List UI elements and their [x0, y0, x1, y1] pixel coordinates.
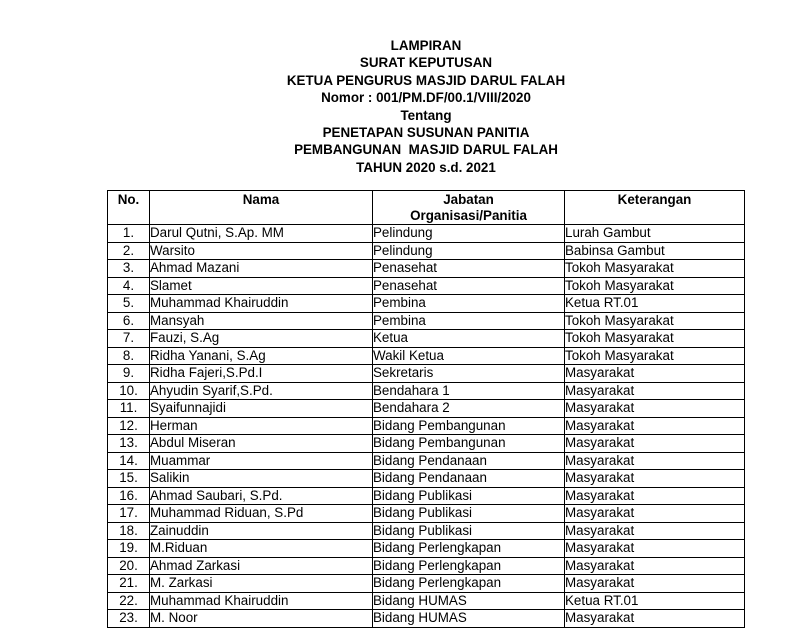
- cell-position: Sekretaris: [373, 365, 565, 383]
- cell-position: Penasehat: [373, 277, 565, 295]
- cell-position: Pembina: [373, 295, 565, 313]
- cell-position: Wakil Ketua: [373, 347, 565, 365]
- cell-no: 6.: [108, 312, 150, 330]
- cell-name: Muammar: [150, 452, 373, 470]
- table-row: [108, 382, 745, 400]
- header-issuer: KETUA PENGURUS MASJID DARUL FALAH: [286, 72, 566, 88]
- cell-name: Warsito: [150, 242, 373, 260]
- cell-position: Bidang Publikasi: [373, 505, 565, 523]
- cell-no: 2.: [108, 242, 150, 260]
- cell-no: 3.: [108, 260, 150, 278]
- cell-position: Bidang Pendanaan: [373, 470, 565, 488]
- cell-position: Bidang HUMAS: [373, 610, 565, 628]
- table-row: [108, 400, 745, 418]
- cell-no: 18.: [108, 522, 150, 540]
- header-decree-title: SURAT KEPUTUSAN: [359, 55, 493, 71]
- cell-no: 22.: [108, 592, 150, 610]
- committee-table: [107, 190, 745, 628]
- table-row: [108, 522, 745, 540]
- table-row: [108, 260, 745, 278]
- cell-no: 15.: [108, 470, 150, 488]
- cell-name: Ahyudin Syarif,S.Pd.: [150, 382, 373, 400]
- table-row: [108, 487, 745, 505]
- cell-name: M. Noor: [150, 610, 373, 628]
- cell-name: Darul Qutni, S.Ap. MM: [150, 225, 373, 243]
- cell-no: 20.: [108, 557, 150, 575]
- cell-no: 7.: [108, 330, 150, 348]
- table-header-row: [108, 191, 745, 225]
- header-period: TAHUN 2020 s.d. 2021: [356, 159, 496, 175]
- cell-note: Ketua RT.01: [565, 592, 745, 610]
- cell-name: Slamet: [150, 277, 373, 295]
- cell-name: Mansyah: [150, 312, 373, 330]
- cell-name: M.Riduan: [150, 540, 373, 558]
- cell-note: Masyarakat: [565, 557, 745, 575]
- cell-note: Tokoh Masyarakat: [565, 260, 745, 278]
- cell-name: Muhammad Riduan, S.Pd: [150, 505, 373, 523]
- cell-position: Bidang Perlengkapan: [373, 557, 565, 575]
- cell-note: Tokoh Masyarakat: [565, 277, 745, 295]
- cell-position: Bidang Perlengkapan: [373, 575, 565, 593]
- cell-position: Bidang Pembangunan: [373, 435, 565, 453]
- table-row: [108, 557, 745, 575]
- cell-position: Pembina: [373, 312, 565, 330]
- cell-no: 10.: [108, 382, 150, 400]
- cell-name: M. Zarkasi: [150, 575, 373, 593]
- table-row: [108, 470, 745, 488]
- header-about: Tentang: [400, 107, 452, 123]
- cell-position: Bidang Pembangunan: [373, 417, 565, 435]
- cell-note: Masyarakat: [565, 382, 745, 400]
- document-header: [0, 37, 812, 176]
- table-body: [108, 225, 745, 628]
- cell-no: 8.: [108, 347, 150, 365]
- cell-no: 13.: [108, 435, 150, 453]
- cell-name: Ahmad Mazani: [150, 260, 373, 278]
- cell-note: Lurah Gambut: [565, 225, 745, 243]
- cell-name: Muhammad Khairuddin: [150, 295, 373, 313]
- cell-no: 23.: [108, 610, 150, 628]
- cell-position: Bidang Publikasi: [373, 487, 565, 505]
- cell-no: 12.: [108, 417, 150, 435]
- cell-note: Masyarakat: [565, 470, 745, 488]
- cell-position: Bidang Perlengkapan: [373, 540, 565, 558]
- cell-no: 4.: [108, 277, 150, 295]
- cell-note: Masyarakat: [565, 365, 745, 383]
- table-row: [108, 242, 745, 260]
- cell-note: Masyarakat: [565, 452, 745, 470]
- cell-no: 11.: [108, 400, 150, 418]
- cell-name: Syaifunnajidi: [150, 400, 373, 418]
- cell-note: Masyarakat: [565, 610, 745, 628]
- cell-no: 14.: [108, 452, 150, 470]
- cell-note: Tokoh Masyarakat: [565, 330, 745, 348]
- cell-name: Abdul Miseran: [150, 435, 373, 453]
- cell-position: Penasehat: [373, 260, 565, 278]
- cell-name: Ahmad Zarkasi: [150, 557, 373, 575]
- cell-no: 21.: [108, 575, 150, 593]
- cell-no: 5.: [108, 295, 150, 313]
- cell-note: Masyarakat: [565, 400, 745, 418]
- cell-note: Masyarakat: [565, 505, 745, 523]
- column-header-no: No.: [108, 191, 150, 225]
- cell-note: Masyarakat: [565, 575, 745, 593]
- table-row: [108, 330, 745, 348]
- table-row: [108, 225, 745, 243]
- cell-note: Babinsa Gambut: [565, 242, 745, 260]
- table-row: [108, 540, 745, 558]
- table-row: [108, 592, 745, 610]
- table-row: [108, 365, 745, 383]
- cell-position: Bendahara 1: [373, 382, 565, 400]
- cell-position: Bidang HUMAS: [373, 592, 565, 610]
- table-row: [108, 435, 745, 453]
- cell-no: 19.: [108, 540, 150, 558]
- cell-position: Bidang Pendanaan: [373, 452, 565, 470]
- table-row: [108, 505, 745, 523]
- header-subject-line1: PENETAPAN SUSUNAN PANITIA: [322, 125, 530, 141]
- header-subject-line2: PEMBANGUNAN MASJID DARUL FALAH: [294, 142, 558, 158]
- cell-note: Masyarakat: [565, 522, 745, 540]
- cell-position: Ketua: [373, 330, 565, 348]
- cell-name: Ahmad Saubari, S.Pd.: [150, 487, 373, 505]
- cell-note: Tokoh Masyarakat: [565, 347, 745, 365]
- cell-no: 16.: [108, 487, 150, 505]
- header-appendix-title: LAMPIRAN: [390, 38, 462, 53]
- header-decree-number: Nomor : 001/PM.DF/00.1/VIII/2020: [321, 90, 531, 106]
- cell-name: Zainuddin: [150, 522, 373, 540]
- cell-no: 1.: [108, 225, 150, 243]
- cell-position: Pelindung: [373, 242, 565, 260]
- cell-note: Masyarakat: [565, 435, 745, 453]
- column-header-name: Nama: [150, 191, 373, 225]
- cell-no: 9.: [108, 365, 150, 383]
- column-header-position-line1: Jabatan: [443, 192, 494, 207]
- table-row: [108, 312, 745, 330]
- column-header-position-line2: Organisasi/Panitia: [410, 208, 527, 223]
- table-row: [108, 452, 745, 470]
- table-row: [108, 277, 745, 295]
- table-row: [108, 347, 745, 365]
- table-row: [108, 575, 745, 593]
- cell-note: Masyarakat: [565, 487, 745, 505]
- table-row: [108, 417, 745, 435]
- cell-name: Ridha Fajeri,S.Pd.I: [150, 365, 373, 383]
- cell-name: Ridha Yanani, S.Ag: [150, 347, 373, 365]
- table-row: [108, 295, 745, 313]
- cell-note: Tokoh Masyarakat: [565, 312, 745, 330]
- cell-position: Bidang Publikasi: [373, 522, 565, 540]
- cell-name: Salikin: [150, 470, 373, 488]
- cell-no: 17.: [108, 505, 150, 523]
- cell-position: Pelindung: [373, 225, 565, 243]
- cell-position: Bendahara 2: [373, 400, 565, 418]
- cell-note: Ketua RT.01: [565, 295, 745, 313]
- cell-name: Fauzi, S.Ag: [150, 330, 373, 348]
- cell-note: Masyarakat: [565, 540, 745, 558]
- cell-name: Herman: [150, 417, 373, 435]
- column-header-position: [373, 191, 565, 225]
- cell-note: Masyarakat: [565, 417, 745, 435]
- cell-name: Muhammad Khairuddin: [150, 592, 373, 610]
- column-header-note: Keterangan: [565, 191, 745, 225]
- table-row: [108, 610, 745, 628]
